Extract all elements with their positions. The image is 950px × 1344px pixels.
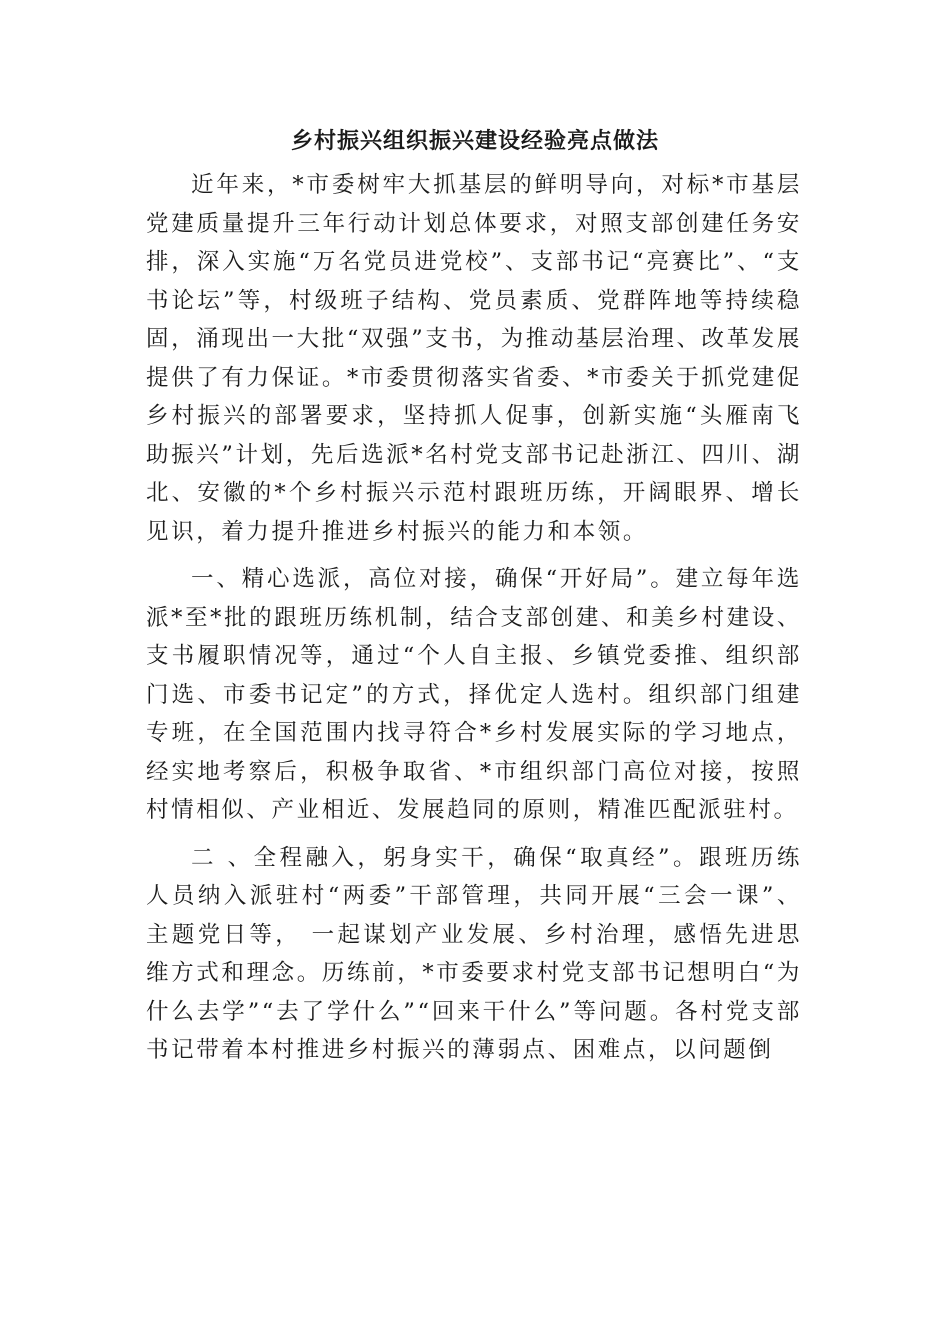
paragraph-section-two: 二 、全程融入，躬身实干，确保“取真经”。跟班历练人员纳入派驻村“两委”干部管理，共同开展“三会一课”、主题党日等， 一起谋划产业发展、乡村治理，感悟先进思维方式和理念。历练前，*市委要求村党支部书记想明白“为什么去学”“去了学什么”“回来干什么”等问题。各村党支部书记带着本村推进乡村振兴的薄弱点、困难点，以问题倒 bbox=[146, 844, 802, 1063]
paragraph-intro: 近年来，*市委树牢大抓基层的鲜明导向，对标*市基层党建质量提升三年行动计划总体要求，对照支部创建任务安排，深入实施“万名党员进党校”、支部书记“亮赛比”、“支书论坛”等，村级班子结构、党员素质、党群阵地等持续稳固，涌现出一大批“双强”支书，为推动基层治理、改革发展提供了有力保证。*市委贯彻落实省委、*市委关于抓党建促乡村振兴的部署要求，坚持抓人促事，创新实施“头雁南飞助振兴”计划，先后选派*名村党支部书记赴浙江、四川、湖北、安徽的*个乡村振兴示范村跟班历练，开阔眼界、增长见识，着力提升推进乡村振兴的能力和本领。 bbox=[146, 172, 802, 545]
document-body bbox=[146, 166, 802, 1070]
paragraph-section-one: 一、精心选派，高位对接，确保“开好局”。建立每年选派*至*批的跟班历练机制，结合支部创建、和美乡村建设、支书履职情况等，通过“个人自主报、乡镇党委推、组织部门选、市委书记定”的方式，择优定人选村。组织部门组建专班，在全国范围内找寻符合*乡村发展实际的学习地点，经实地考察后，积极争取省、*市组织部门高位对接，按照村情相似、产业相近、发展趋同的原则，精准匹配派驻村。 bbox=[146, 566, 802, 823]
document-title: 乡村振兴组织振兴建设经验亮点做法 bbox=[290, 128, 659, 154]
